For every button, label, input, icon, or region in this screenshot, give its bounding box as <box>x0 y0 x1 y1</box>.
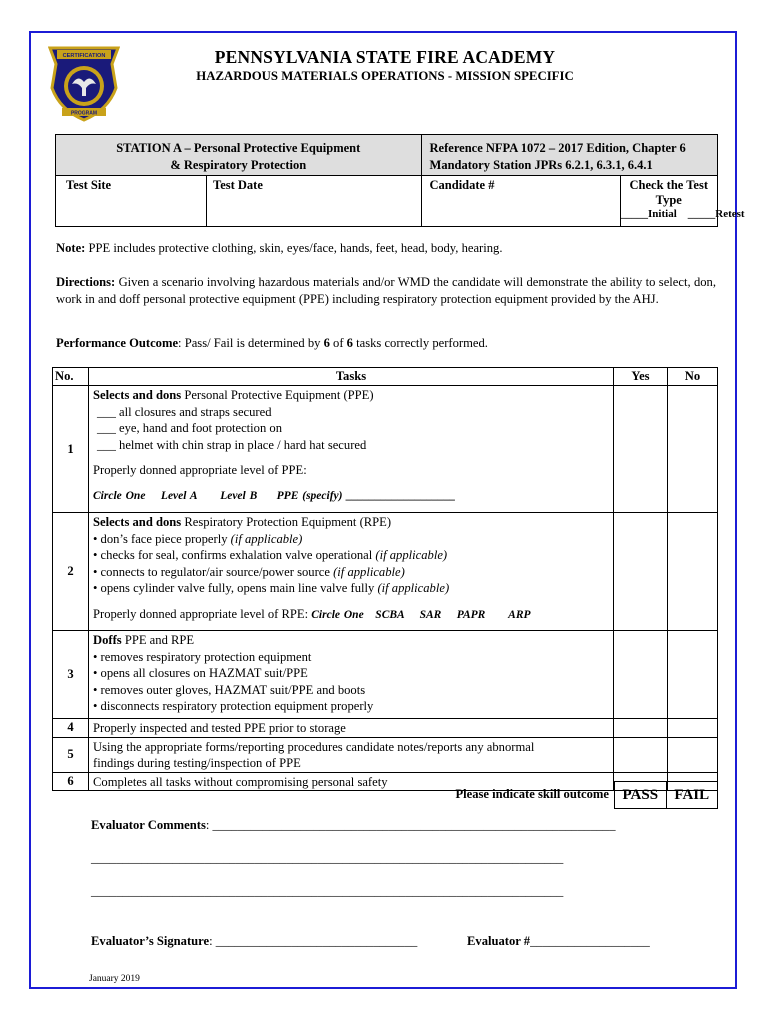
task-number: 6 <box>53 772 89 791</box>
note-label: Note: <box>56 241 86 255</box>
note-paragraph <box>56 241 718 256</box>
task3-no-box[interactable] <box>668 631 718 719</box>
pa-keystone-seal-logo <box>48 44 120 122</box>
reference-line1: Reference NFPA 1072 – 2017 Edition, Chapter 6 <box>429 141 686 155</box>
task3-b1: • removes respiratory protection equipment <box>93 649 312 664</box>
comments-blank-line-2[interactable]: ___________________________________________________________________________ <box>91 884 564 898</box>
test-date-field[interactable] <box>207 176 422 227</box>
col-no2-header: No <box>668 368 718 386</box>
evaluator-number-label: Evaluator # <box>467 934 531 948</box>
task3-b4: • disconnects respiratory protection equipment properly <box>93 699 374 714</box>
task2-head: Respiratory Protection Equipment (RPE) <box>181 515 392 529</box>
task1-no-box[interactable] <box>668 386 718 513</box>
station-header-table <box>55 134 745 227</box>
skill-outcome-row <box>52 781 718 807</box>
page-title: PENNSYLVANIA STATE FIRE ACADEMY <box>214 47 556 67</box>
evaluator-number-line: ___________________ <box>530 934 650 948</box>
task5-line2: findings during testing/inspection of PPE <box>93 756 301 771</box>
task1-item1: ___ all closures and straps secured <box>97 404 272 419</box>
task1-donned: Properly donned appropriate level of PPE: <box>93 463 307 478</box>
task2-b3-note: (if applicable) <box>333 564 405 579</box>
candidate-number-field[interactable] <box>421 176 620 227</box>
evaluator-signature[interactable] <box>91 934 417 949</box>
reference-cell <box>421 135 717 176</box>
initial-option[interactable]: _____Initial <box>620 208 677 220</box>
evaluator-comments[interactable] <box>91 818 616 833</box>
task-number: 1 <box>53 386 89 513</box>
col-yes-header: Yes <box>614 368 668 386</box>
table-row <box>53 386 718 513</box>
seal-top-text: CERTIFICATION <box>62 53 106 59</box>
task-number: 2 <box>53 513 89 631</box>
table-row <box>53 719 718 738</box>
task1-item3: ___ helmet with chin strap in place / hard hat secured <box>97 437 367 452</box>
task-cell <box>89 719 614 738</box>
performance-n2: 6 <box>346 336 353 350</box>
task2-b4: • opens cylinder valve fully, opens main line valve fully <box>93 581 378 596</box>
retest-option[interactable]: _____Retest <box>687 208 745 220</box>
check-test-type-label: Check the Test Type <box>629 178 708 207</box>
tasks-table <box>52 367 718 791</box>
performance-text-a: : Pass/ Fail is determined by <box>178 336 324 350</box>
task2-b2-note: (if applicable) <box>375 548 448 563</box>
directions-text: Given a scenario involving hazardous materials and/or WMD the candidate will demonstrate the ability to select, don, work in and doff personal protective equipment (PPE) including respiratory protection equipment provided by the AHJ. <box>56 275 716 306</box>
candidate-label: Candidate # <box>429 178 495 192</box>
task3-head-bold: Doffs <box>93 633 122 647</box>
task2-circle-one: Circle One SCBA SAR PAPR ARP <box>311 608 531 621</box>
task2-b1-note: (if applicable) <box>230 531 303 546</box>
task5-line1: Using the appropriate forms/reporting procedures candidate notes/reports any abnormal <box>93 739 535 754</box>
task2-donned: Properly donned appropriate level of RPE: <box>93 606 312 621</box>
directions-label: Directions: <box>56 275 116 289</box>
task-cell <box>89 386 614 513</box>
task3-head: PPE and RPE <box>121 633 195 647</box>
task4-yes-box[interactable] <box>614 719 668 738</box>
task1-yes-box[interactable] <box>614 386 668 513</box>
table-row <box>53 737 718 772</box>
task4-text: Properly inspected and tested PPE prior to storage <box>93 721 346 735</box>
page-subtitle: HAZARDOUS MATERIALS OPERATIONS - MISSION SPECIFIC <box>196 69 574 83</box>
pass-fail-table <box>614 781 718 809</box>
footer-date: January 2019 <box>89 974 140 984</box>
task-cell <box>89 631 614 719</box>
performance-text-c: tasks correctly performed. <box>352 336 488 350</box>
task2-head-bold: Selects and dons <box>93 515 182 529</box>
evaluator-comments-label: Evaluator Comments <box>91 818 206 832</box>
test-site-label: Test Site <box>66 178 112 192</box>
task3-b3: • removes outer gloves, HAZMAT suit/PPE and boots <box>93 682 366 697</box>
comments-blank-line-1[interactable]: ___________________________________________________________________________ <box>91 851 564 865</box>
task-number: 3 <box>53 631 89 719</box>
test-site-field[interactable] <box>56 176 207 227</box>
performance-n1: 6 <box>323 336 330 350</box>
evaluator-number[interactable] <box>467 934 650 949</box>
table-row <box>53 631 718 719</box>
seal-bottom-text: PROGRAM <box>70 110 98 117</box>
task1-circle-one: Circle One Level A Level B PPE (specify) ___________________ <box>93 489 456 502</box>
task2-b4-note: (if applicable) <box>377 581 450 596</box>
task1-item2: ___ eye, hand and foot protection on <box>97 421 283 436</box>
performance-outcome <box>56 336 716 351</box>
task1-head-bold: Selects and dons <box>93 388 182 402</box>
task-number: 4 <box>53 719 89 738</box>
reference-line2: Mandatory Station JPRs 6.2.1, 6.3.1, 6.4.1 <box>429 157 653 172</box>
task2-b3: • connects to regulator/air source/power source <box>93 564 334 579</box>
task2-b1: • don’s face piece properly <box>93 531 231 546</box>
task5-yes-box[interactable] <box>614 737 668 772</box>
evaluator-signature-line: : ________________________________ <box>209 934 418 948</box>
task3-yes-box[interactable] <box>614 631 668 719</box>
task-cell <box>89 513 614 631</box>
task6-text: Completes all tasks without compromising personal safety <box>93 774 388 789</box>
col-tasks-header: Tasks <box>89 368 614 386</box>
task5-no-box[interactable] <box>668 737 718 772</box>
test-type-cell <box>620 176 745 227</box>
task-cell <box>89 737 614 772</box>
task1-head: Personal Protective Equipment (PPE) <box>181 388 374 402</box>
task-number: 5 <box>53 737 89 772</box>
station-line1: STATION A – Personal Protective Equipment <box>116 141 361 155</box>
skill-outcome-label: Please indicate skill outcome <box>455 787 609 801</box>
evaluator-signature-label: Evaluator’s Signature <box>91 934 210 948</box>
table-row <box>53 513 718 631</box>
col-no-header: No. <box>53 368 89 386</box>
station-title-cell <box>56 135 422 176</box>
fail-option[interactable]: FAIL <box>666 782 717 809</box>
task2-no-box[interactable] <box>668 513 718 631</box>
performance-text-b: of <box>329 336 347 350</box>
task4-no-box[interactable] <box>668 719 718 738</box>
task3-b2: • opens all closures on HAZMAT suit/PPE <box>93 666 308 681</box>
task2-b2: • checks for seal, confirms exhalation valve operational <box>93 548 376 563</box>
pass-option[interactable]: PASS <box>615 782 667 809</box>
station-line2: & Respiratory Protection <box>170 157 307 172</box>
task2-yes-box[interactable] <box>614 513 668 631</box>
evaluator-comments-line: : ________________________________________________________________ <box>205 818 616 832</box>
note-text: PPE includes protective clothing, skin, eyes/face, hands, feet, head, body, hearing. <box>85 241 503 255</box>
test-date-label: Test Date <box>213 178 263 192</box>
directions-paragraph <box>56 274 716 307</box>
performance-label: Performance Outcome <box>56 336 179 350</box>
